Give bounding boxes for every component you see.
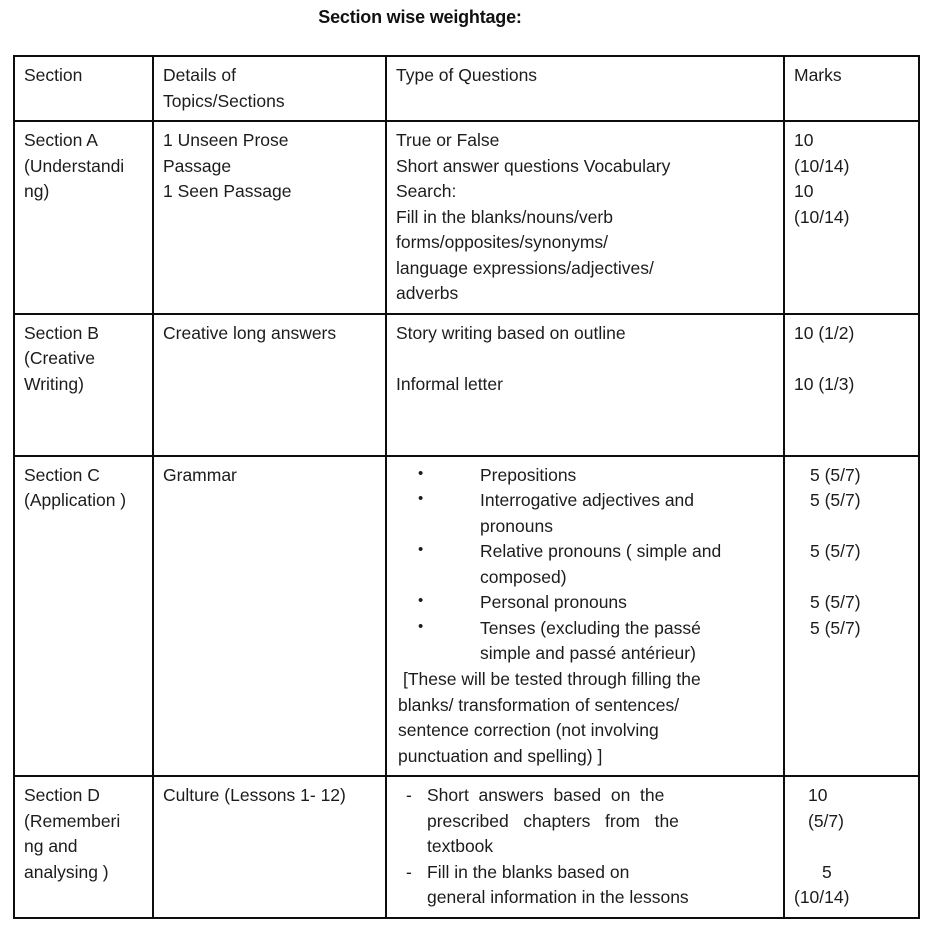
bullet-2-line2: pronouns: [480, 515, 553, 536]
marks-b-line2: 10 (1/3): [794, 374, 855, 395]
cell-marks-d: [784, 776, 919, 918]
type-b-spacer-2: [396, 398, 775, 424]
dash-1-line2: prescribed chapters from the: [427, 810, 679, 831]
column-header-marks-label: Marks: [794, 65, 842, 85]
cell-type-a: [386, 121, 784, 314]
table-row: [14, 121, 919, 314]
marks-b-spacer: [794, 346, 910, 372]
cell-section-a: [14, 121, 153, 314]
culture-topics-list: [396, 783, 775, 911]
cell-details-c: [153, 456, 386, 777]
dash-1-line1: - Short answers based on the: [427, 785, 665, 806]
column-header-type: [386, 56, 784, 121]
bullet-4-line1: • Personal pronouns: [480, 592, 627, 613]
marks-d-line4: (10/14): [794, 887, 850, 908]
column-header-type-label: Type of Questions: [396, 65, 538, 85]
list-item: [396, 463, 775, 489]
section-b-desc-line1: (Creative: [24, 348, 95, 369]
column-header-details: [153, 56, 386, 121]
grammar-note-line4: punctuation and spelling) ]: [398, 745, 603, 766]
marks-a-line2: (10/14): [794, 155, 850, 176]
column-header-marks: [784, 56, 919, 121]
section-b-name: Section B: [24, 322, 99, 343]
details-d-line1: Culture (Lessons 1- 12): [163, 785, 346, 806]
section-d-desc-line2: ng and: [24, 836, 78, 857]
details-a-line2: Passage: [163, 155, 232, 176]
type-a-line5: forms/opposites/synonyms/: [396, 232, 609, 253]
marks-c-line2: 5 (5/7): [810, 490, 861, 511]
bullet-2-line1: • Interrogative adjectives and: [480, 490, 695, 511]
grammar-note: [396, 667, 775, 769]
marks-d-line3: 5: [822, 861, 832, 882]
marks-c-line1: 5 (5/7): [810, 464, 861, 485]
bullet-3-line2: composed): [480, 566, 567, 587]
type-b-line1: Story writing based on outline: [396, 322, 626, 343]
section-b-desc-line2: Writing): [24, 374, 84, 395]
column-header-details-line2: Topics/Sections: [163, 90, 285, 111]
section-a-desc-line1: (Understandi: [24, 155, 125, 176]
type-a-line4: Fill in the blanks/nouns/verb: [396, 206, 613, 227]
marks-a-line1: 10: [794, 130, 814, 151]
section-d-name: Section D: [24, 785, 100, 806]
cell-marks-b: [784, 314, 919, 456]
marks-b-line1: 10 (1/2): [794, 322, 855, 343]
marks-c-spacer-1: [794, 514, 910, 540]
table-row: [14, 776, 919, 918]
section-a-name: Section A: [24, 130, 98, 151]
list-item: [396, 860, 775, 911]
list-item: [396, 539, 775, 590]
cell-details-a: [153, 121, 386, 314]
type-a-line7: adverbs: [396, 283, 459, 304]
table-body: [14, 121, 919, 918]
list-item: [396, 590, 775, 616]
marks-d-spacer-1: [794, 834, 910, 860]
section-d-desc-line3: analysing ): [24, 861, 109, 882]
marks-d-line2: (5/7): [808, 810, 844, 831]
marks-a-line3: 10: [794, 181, 814, 202]
details-c-line1: Grammar: [163, 464, 237, 485]
bullet-5-line1: • Tenses (excluding the passé: [480, 617, 701, 638]
dash-2-line1: - Fill in the blanks based on: [427, 861, 630, 882]
type-b-spacer-3: [396, 423, 775, 449]
marks-c-spacer-2: [794, 565, 910, 591]
list-item: [396, 616, 775, 667]
table-row: [14, 314, 919, 456]
grammar-topics-list: [396, 463, 775, 667]
marks-d-line1: 10: [808, 785, 828, 806]
type-a-line1: True or False: [396, 130, 500, 151]
grammar-note-line3: sentence correction (not involving: [398, 720, 659, 741]
list-item: [396, 488, 775, 539]
bullet-1-line1: • Prepositions: [480, 464, 577, 485]
grammar-note-line2: blanks/ transformation of sentences/: [398, 694, 680, 715]
table-row: [14, 456, 919, 777]
cell-details-b: [153, 314, 386, 456]
dash-1-line3: textbook: [427, 836, 494, 857]
type-a-line2: Short answer questions Vocabulary: [396, 155, 671, 176]
bullet-5-line2: simple and passé antérieur): [480, 643, 696, 664]
details-a-line1: 1 Unseen Prose: [163, 130, 289, 151]
section-c-desc-line1: (Application ): [24, 490, 127, 511]
table-header: [14, 56, 919, 121]
grammar-note-line1: [These will be tested through filling the: [403, 669, 701, 690]
section-d-desc-line1: (Rememberi: [24, 810, 121, 831]
type-a-line3: Search:: [396, 181, 457, 202]
column-header-section: [14, 56, 153, 121]
cell-section-c: [14, 456, 153, 777]
type-b-spacer: [396, 346, 775, 372]
type-b-line2: Informal letter: [396, 374, 503, 395]
marks-c-line3: 5 (5/7): [810, 541, 861, 562]
details-b-line1: Creative long answers: [163, 322, 337, 343]
marks-c-line4: 5 (5/7): [810, 592, 861, 613]
cell-marks-c: [784, 456, 919, 777]
column-header-details-line1: Details of: [163, 65, 236, 85]
list-item: [396, 783, 775, 860]
cell-marks-a: [784, 121, 919, 314]
cell-type-d: [386, 776, 784, 918]
cell-section-d: [14, 776, 153, 918]
marks-a-line4: (10/14): [794, 206, 850, 227]
cell-type-c: [386, 456, 784, 777]
column-header-section-label: Section: [24, 65, 83, 85]
section-weightage-table: [13, 55, 920, 919]
section-a-desc-line2: ng): [24, 181, 50, 202]
cell-type-b: [386, 314, 784, 456]
cell-details-d: [153, 776, 386, 918]
dash-2-line2: general information in the lessons: [427, 887, 689, 908]
cell-section-b: [14, 314, 153, 456]
table-header-row: [14, 56, 919, 121]
type-a-line6: language expressions/adjectives/: [396, 257, 654, 278]
marks-c-line5: 5 (5/7): [810, 617, 861, 638]
section-c-name: Section C: [24, 464, 100, 485]
bullet-3-line1: • Relative pronouns ( simple and: [480, 541, 722, 562]
page-title: Section wise weightage:: [318, 7, 522, 27]
details-a-line3: 1 Seen Passage: [163, 181, 292, 202]
